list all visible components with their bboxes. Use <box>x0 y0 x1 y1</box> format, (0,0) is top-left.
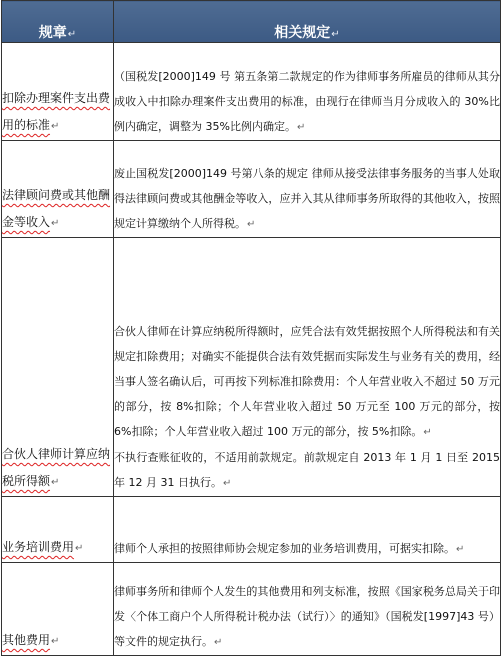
paragraph-mark-icon: ↵ <box>51 636 60 647</box>
category-label: 合伙人律师计算应纳税所得额 <box>2 447 111 488</box>
paragraph-mark-icon: ↵ <box>247 219 256 230</box>
category-cell <box>2 563 114 656</box>
category-cell <box>2 43 114 141</box>
paragraph-mark-icon: ↵ <box>296 122 306 133</box>
paragraph-mark-icon: ↵ <box>456 544 465 555</box>
category-label: 扣除办理案件支出费用的标准 <box>2 91 111 132</box>
paragraph-mark-icon: ↵ <box>222 478 232 489</box>
provision-cell <box>114 497 501 563</box>
category-label: 业务培训费用 <box>2 540 75 554</box>
table-row <box>2 43 501 141</box>
provision-text: 律师个人承担的按照律师协会规定参加的业务培训费用，可据实扣除。 <box>114 542 455 555</box>
provision-text: （国税发[2000]149 号 第五条第二款规定的作为律师事务所雇员的律师从其分成收入中扣除办理案件支出费用的标准，由现行在律师当月分成收入的 30%比例内确定，调整为 35%比例内确定。 <box>114 70 500 133</box>
paragraph-mark-icon: ↵ <box>423 427 432 438</box>
category-cell <box>2 497 114 563</box>
provision-text: 律师事务所和律师个人发生的其他费用和列支标准，按照《国家税务总局关于印发〈个体工商户个人所得税计税办法（试行）〉的通知》（国税发[1997]43 号）等文件的规定执行。 <box>114 585 500 648</box>
header-regulation <box>2 1 114 43</box>
provision-paragraph <box>114 536 500 562</box>
provision-cell <box>114 141 501 238</box>
paragraph-mark-icon: ↵ <box>51 477 60 488</box>
provision-text: 不执行查账征收的，不适用前款规定。前款规定自 2013 年 1 月 1 日至 2015 年 12 月 31 日执行。 <box>114 451 500 489</box>
paragraph-mark-icon: ↵ <box>51 218 60 229</box>
header-provisions-label: 相关规定 <box>274 25 331 41</box>
paragraph-mark-icon: ↵ <box>214 637 223 648</box>
table-row <box>2 141 501 238</box>
provision-cell <box>114 563 501 656</box>
category-label: 法律顾问费或其他酬金等收入 <box>2 188 111 229</box>
provision-paragraph <box>114 579 500 655</box>
provision-cell <box>114 238 501 497</box>
provision-paragraph <box>114 161 500 237</box>
provision-cell <box>114 43 501 141</box>
paragraph-mark-icon: ↵ <box>331 29 340 40</box>
provision-paragraph <box>114 445 500 496</box>
header-provisions <box>114 1 501 43</box>
header-regulation-label: 规章 <box>38 25 67 41</box>
provision-text: 废止国税发[2000]149 号第八条的规定 律师从接受法律事务服务的当事人处取得法律顾问费或其他酬金等收入，应并入其从律师事务所取得的其他收入，按照规定计算缴纳个人所得税。 <box>114 167 500 230</box>
provision-paragraph <box>114 319 500 445</box>
provision-paragraph <box>114 64 500 140</box>
category-label: 其他费用 <box>2 633 51 647</box>
table-row <box>2 497 501 563</box>
category-cell <box>2 238 114 497</box>
table-row <box>2 563 501 656</box>
table-row <box>2 238 501 497</box>
regulations-table <box>1 0 501 656</box>
paragraph-mark-icon: ↵ <box>51 121 60 132</box>
paragraph-mark-icon: ↵ <box>67 29 77 40</box>
provision-text: 合伙人律师在计算应纳税所得额时，应凭合法有效凭据按照个人所得税法和有关规定扣除费用；对确实不能提供合法有效凭据而实际发生与业务有关的费用，经当事人签名确认后，可再按下列标准扣除费用：个人年营业收入不超过 50 万元的部分，按 8%扣除；个人年营业收入超过 50 万元至 100 万元的部分，按 6%扣除；个人年营业收入超过 100 万元的部分，按 5%扣除。 <box>114 325 500 438</box>
paragraph-mark-icon: ↵ <box>75 543 84 554</box>
category-cell <box>2 141 114 238</box>
table-header-row <box>2 1 501 43</box>
